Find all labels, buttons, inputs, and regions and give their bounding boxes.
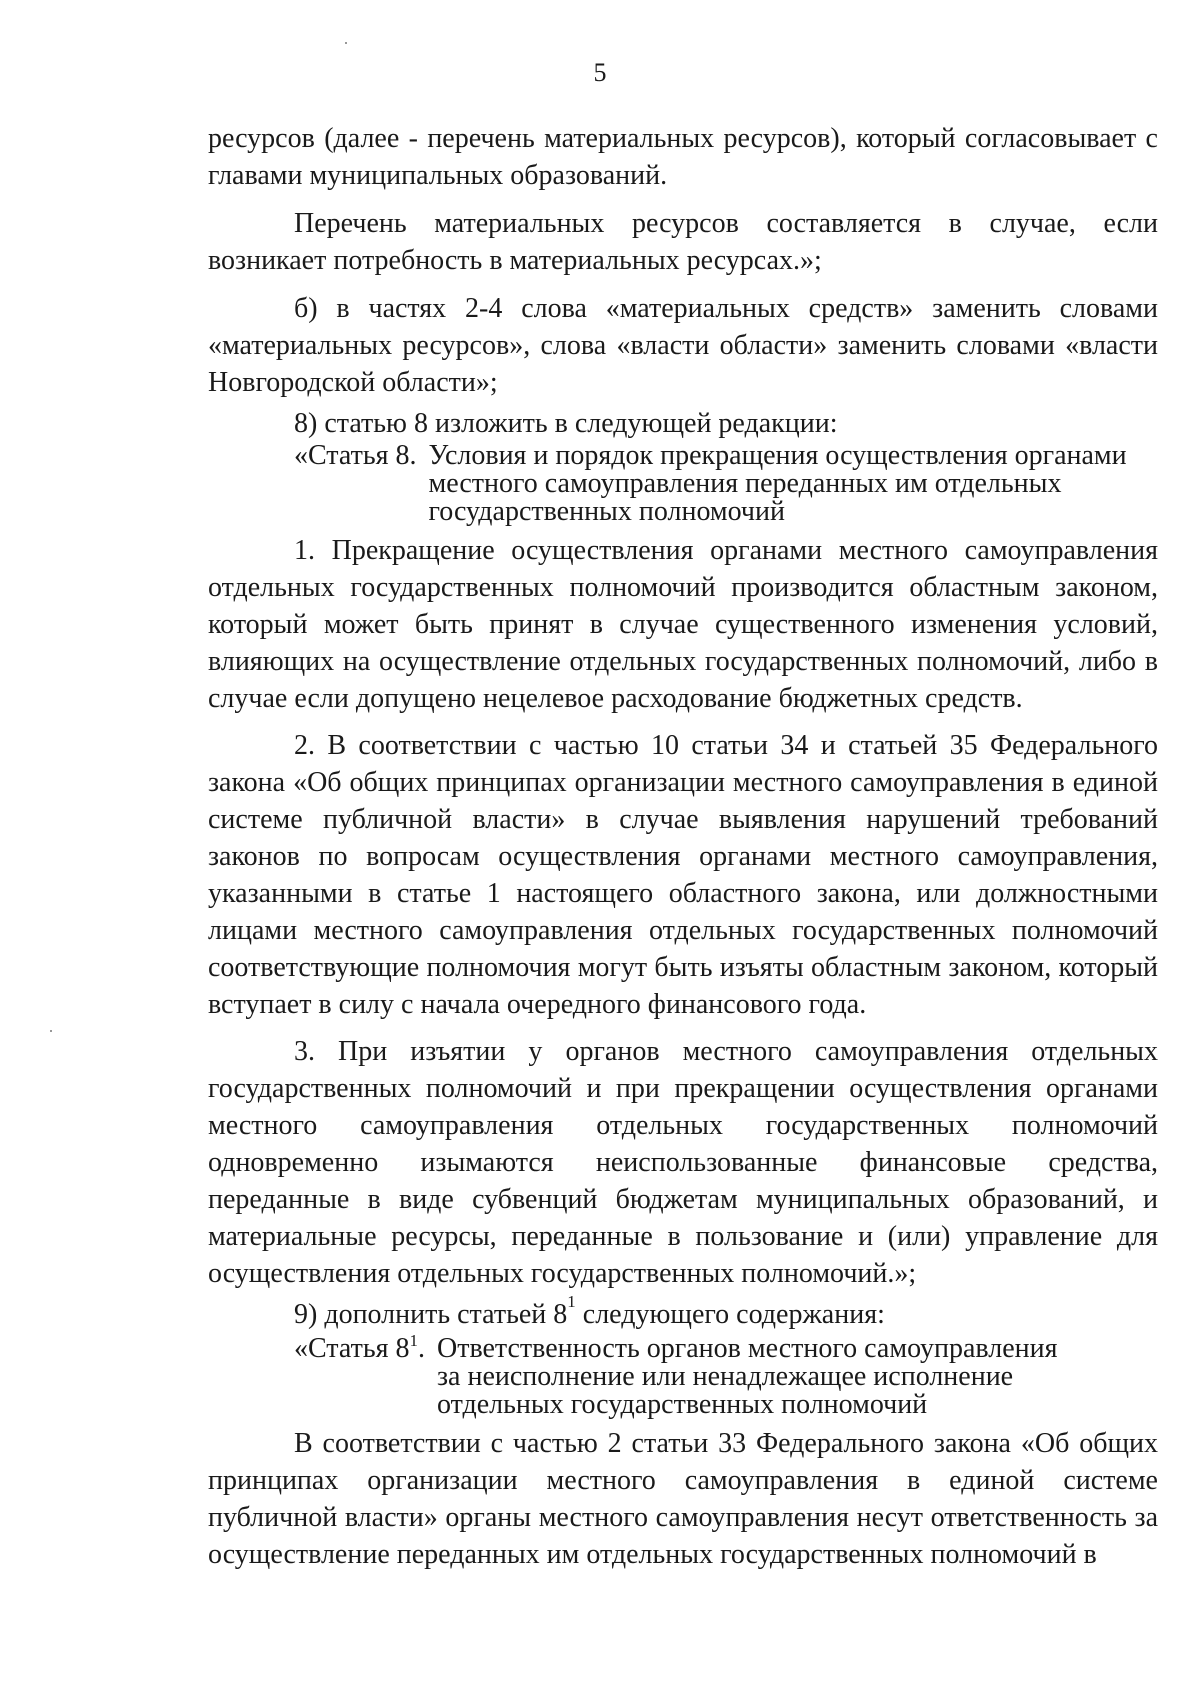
paragraph-item-8: 8) статью 8 изложить в следующей редакции:: [294, 408, 838, 439]
article-8-1-title-line: отдельных государственных полномочий: [436, 1389, 928, 1420]
paragraph-amendment-b: б) в частях 2-4 слова «материальных средств» заменить словами «материальных ресурсов», слова «власти области» заменить словами «власти Новгородской области»;: [208, 293, 1158, 398]
article-8-1-title: [425, 1335, 1058, 1419]
paragraph-article-8-part-3: 3. При изъятии у органов местного самоуправления отдельных государственных полномочий и при прекращении осуществления органами местного самоуправления отдельных государственных полномочий одновременно изымаются неиспользованные финансовые средства, переданные в виде субвенций бюджетам муниципальных образований, и материальные ресурсы, переданные в пользование и (или) управление для осуществления отдельных государственных полномочий.»;: [208, 1036, 1158, 1289]
article-8-title-line: Условия и порядок прекращения осуществления органами: [428, 440, 1127, 471]
article-8-1-title-line: Ответственность органов местного самоуправления: [436, 1333, 1058, 1364]
article-8-title-line: местного самоуправления переданных им отдельных: [428, 468, 1062, 499]
paragraph-continuation: ресурсов (далее - перечень материальных ресурсов), который согласовывает с главами муниципальных образований.: [208, 123, 1158, 191]
article-8-heading: [294, 442, 1158, 526]
superscript: 1: [409, 1331, 418, 1350]
paragraph-article-8-part-1: 1. Прекращение осуществления органами местного самоуправления отдельных государственных полномочий производится областным законом, который может быть принят в случае существенного изменения условий, влияющих на осуществление отдельных государственных полномочий, либо в случае если допущено нецелевое расходование бюджетных средств.: [208, 535, 1158, 714]
page-number: 5: [593, 58, 607, 87]
paragraph-article-8-part-2: 2. В соответствии с частью 10 статьи 34 и статьей 35 Федерального закона «Об общих принципах организации местного самоуправления в единой системе публичной власти» в случае выявления нарушений требований законов по вопросам осуществления органами местного самоуправления, указанными в статье 1 настоящего областного закона, или должностными лицами местного самоуправления отдельных государственных полномочий соответствующие полномочия могут быть изъяты областным законом, который вступает в силу с начала очередного финансового года.: [208, 730, 1158, 1020]
paragraph-article-8-1: В соответствии с частью 2 статьи 33 Федерального закона «Об общих принципах организации местного самоуправления в единой системе публичной власти» органы местного самоуправления несут ответственность за осуществление переданных им отдельных государственных полномочий в: [208, 1428, 1158, 1570]
scan-speck: [50, 1030, 52, 1032]
article-8-title: [416, 442, 1126, 526]
article-8-1-title-line: за неисполнение или ненадлежащее исполнение: [436, 1361, 1014, 1392]
document-body: [208, 120, 1158, 1573]
superscript: 1: [567, 1292, 576, 1311]
article-8-1-label: «Статья $8^1$.: [294, 1331, 425, 1364]
article-8-1-heading: [294, 1331, 1158, 1420]
scan-speck: [345, 42, 347, 44]
article-8-title-line: государственных полномочий: [428, 496, 785, 527]
article-8-label: «Статья 8.: [294, 440, 417, 471]
paragraph-materials-list: Перечень материальных ресурсов составляется в случае, если возникает потребность в материальных ресурсах.»;: [208, 208, 1158, 276]
paragraph-item-9: 9) дополнить статьей $8^1$ следующего содержания:: [294, 1292, 885, 1330]
